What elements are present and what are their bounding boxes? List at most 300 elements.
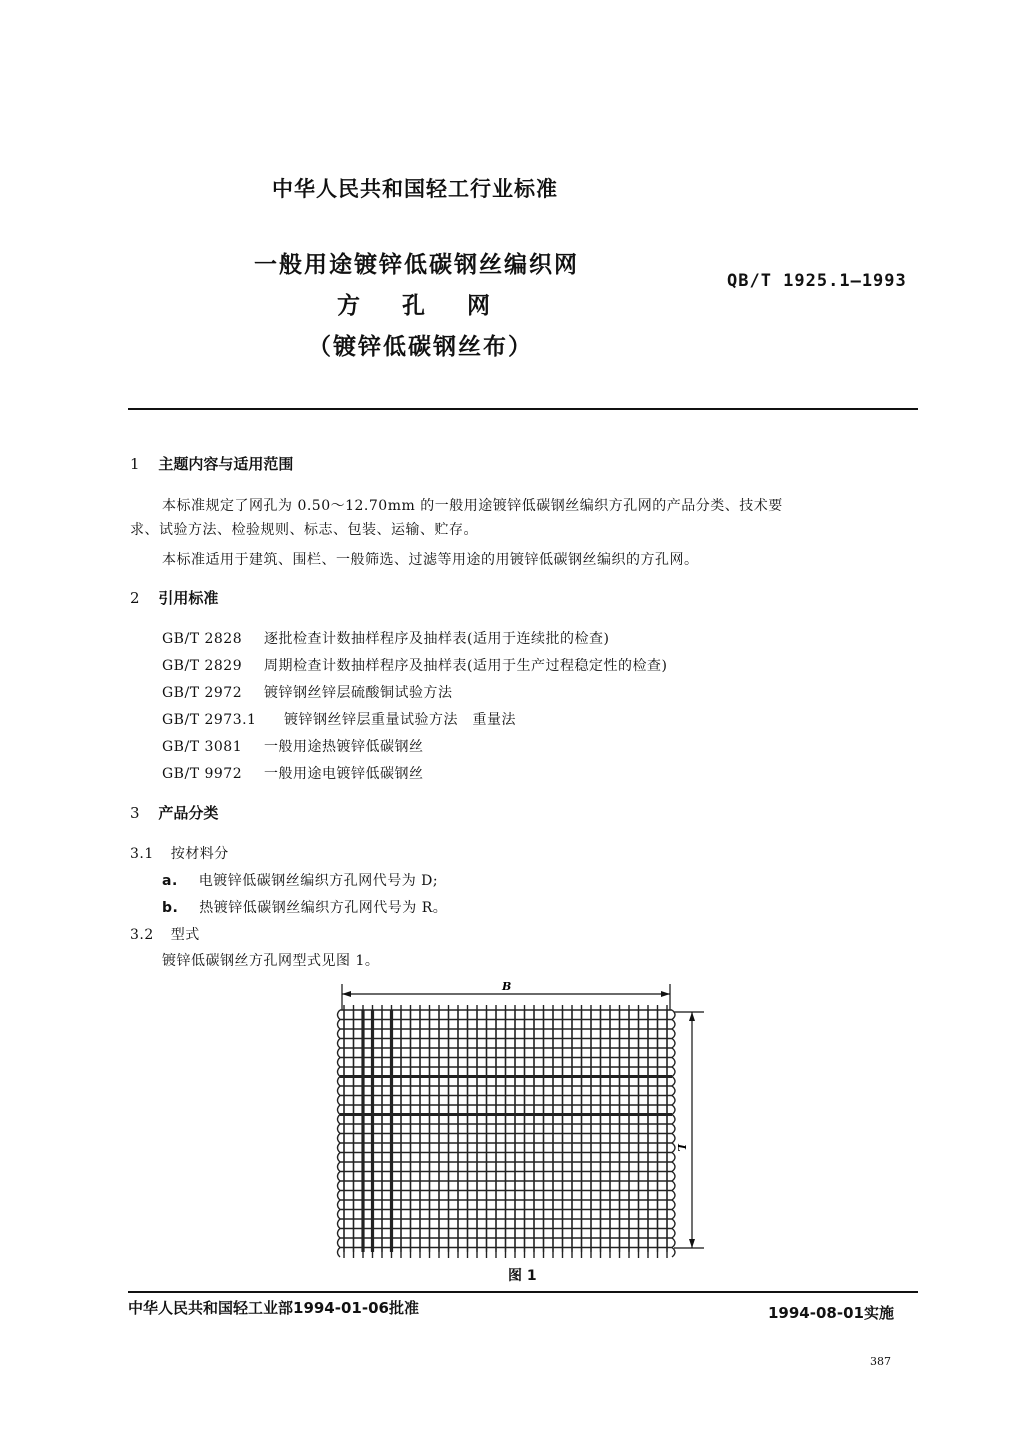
mesh-opening	[603, 1013, 607, 1017]
mesh-opening	[613, 1241, 617, 1245]
mesh-opening	[413, 1060, 417, 1064]
mesh-opening	[413, 1174, 417, 1178]
mesh-selvedge-loop	[672, 1143, 675, 1153]
mesh-opening	[556, 1127, 560, 1131]
mesh-opening	[451, 1241, 455, 1245]
mesh-opening	[518, 1041, 522, 1045]
mesh-opening	[622, 1041, 626, 1045]
mesh-opening	[546, 1136, 550, 1140]
mesh-opening	[442, 1079, 446, 1083]
mesh-opening	[527, 1222, 531, 1226]
mesh-opening	[442, 1155, 446, 1159]
mesh-opening	[565, 1241, 569, 1245]
mesh-opening	[651, 1241, 655, 1245]
mesh-opening	[404, 1013, 408, 1017]
mesh-opening	[356, 1117, 360, 1121]
mesh-selvedge-loop	[338, 1067, 341, 1077]
mesh-opening	[404, 1032, 408, 1036]
mesh-opening	[603, 1174, 607, 1178]
mesh-opening	[622, 1070, 626, 1074]
mesh-opening	[413, 1203, 417, 1207]
mesh-opening	[375, 1032, 379, 1036]
subsection-title: 型式	[170, 927, 200, 943]
mesh-opening	[489, 1212, 493, 1216]
mesh-opening	[660, 1117, 664, 1121]
mesh-opening	[366, 1231, 370, 1235]
section-2-heading	[130, 587, 218, 608]
mesh-opening	[442, 1060, 446, 1064]
mesh-opening	[527, 1022, 531, 1026]
mesh-opening	[442, 1184, 446, 1188]
mesh-opening	[556, 1184, 560, 1188]
reference-item	[162, 736, 424, 756]
mesh-selvedge-loop	[338, 1029, 341, 1039]
mesh-opening	[442, 1212, 446, 1216]
mesh-opening	[537, 1070, 541, 1074]
mesh-opening	[622, 1155, 626, 1159]
mesh-opening	[527, 1127, 531, 1131]
mesh-selvedge-loop	[338, 1191, 341, 1201]
mesh-opening	[480, 1203, 484, 1207]
section-1-para1-line1: 本标准规定了网孔为 0.50～12.70mm 的一般用途镀锌低碳钢丝编织方孔网的产品分类、技术要	[162, 498, 783, 514]
mesh-opening	[575, 1165, 579, 1169]
mesh-selvedge-loop	[672, 1219, 675, 1229]
mesh-selvedge-loop	[672, 1238, 675, 1248]
mesh-opening	[594, 1022, 598, 1026]
mesh-opening	[537, 1079, 541, 1083]
mesh-opening	[641, 1184, 645, 1188]
mesh-opening	[385, 1184, 389, 1188]
mesh-opening	[575, 1193, 579, 1197]
mesh-opening	[432, 1222, 436, 1226]
mesh-opening	[518, 1117, 522, 1121]
mesh-opening	[413, 1051, 417, 1055]
mesh-opening	[489, 1184, 493, 1188]
mesh-opening	[375, 1193, 379, 1197]
mesh-opening	[470, 1060, 474, 1064]
mesh-opening	[632, 1231, 636, 1235]
mesh-opening	[565, 1108, 569, 1112]
mesh-opening	[603, 1098, 607, 1102]
mesh-opening	[489, 1127, 493, 1131]
mesh-opening	[489, 1203, 493, 1207]
mesh-opening	[432, 1184, 436, 1188]
mesh-opening	[413, 1136, 417, 1140]
mesh-opening	[394, 1155, 398, 1159]
mesh-selvedge-loop	[338, 1219, 341, 1229]
mesh-opening	[518, 1155, 522, 1159]
mesh-opening	[413, 1165, 417, 1169]
mesh-opening	[594, 1013, 598, 1017]
mesh-opening	[546, 1222, 550, 1226]
mesh-opening	[527, 1155, 531, 1159]
mesh-opening	[632, 1089, 636, 1093]
mesh-opening	[356, 1079, 360, 1083]
mesh-opening	[660, 1222, 664, 1226]
mesh-opening	[451, 1193, 455, 1197]
mesh-opening	[527, 1193, 531, 1197]
mesh-opening	[347, 1146, 351, 1150]
section-title: 主题内容与适用范围	[158, 455, 294, 473]
mesh-opening	[413, 1127, 417, 1131]
mesh-opening	[584, 1136, 588, 1140]
mesh-opening	[527, 1231, 531, 1235]
mesh-opening	[404, 1241, 408, 1245]
mesh-opening	[432, 1070, 436, 1074]
mesh-opening	[489, 1136, 493, 1140]
mesh-opening	[594, 1089, 598, 1093]
subsection-number: 3.1	[130, 846, 154, 862]
mesh-opening	[537, 1013, 541, 1017]
mesh-opening	[394, 1231, 398, 1235]
mesh-opening	[537, 1117, 541, 1121]
mesh-opening	[432, 1203, 436, 1207]
mesh-opening	[641, 1051, 645, 1055]
mesh-opening	[366, 1108, 370, 1112]
reference-code: GB/T 2828	[162, 631, 243, 647]
mesh-opening	[546, 1174, 550, 1178]
arrow-head	[689, 1239, 695, 1248]
mesh-opening	[442, 1108, 446, 1112]
mesh-opening	[394, 1051, 398, 1055]
mesh-opening	[594, 1203, 598, 1207]
mesh-opening	[404, 1174, 408, 1178]
mesh-opening	[413, 1184, 417, 1188]
mesh-opening	[385, 1241, 389, 1245]
mesh-opening	[518, 1108, 522, 1112]
mesh-opening	[575, 1041, 579, 1045]
mesh-opening	[394, 1136, 398, 1140]
mesh-opening	[470, 1013, 474, 1017]
mesh-opening	[499, 1060, 503, 1064]
mesh-opening	[584, 1013, 588, 1017]
mesh-opening	[470, 1136, 474, 1140]
mesh-opening	[489, 1117, 493, 1121]
mesh-opening	[413, 1098, 417, 1102]
mesh-opening	[575, 1013, 579, 1017]
mesh-opening	[423, 1079, 427, 1083]
mesh-opening	[508, 1041, 512, 1045]
mesh-selvedge-loop	[338, 1010, 341, 1020]
mesh-opening	[518, 1051, 522, 1055]
mesh-opening	[470, 1203, 474, 1207]
mesh-selvedge-loop	[672, 1029, 675, 1039]
mesh-opening	[537, 1174, 541, 1178]
mesh-opening	[537, 1231, 541, 1235]
mesh-opening	[594, 1174, 598, 1178]
mesh-opening	[546, 1079, 550, 1083]
mesh-opening	[413, 1032, 417, 1036]
mesh-opening	[423, 1032, 427, 1036]
mesh-opening	[660, 1174, 664, 1178]
mesh-opening	[375, 1070, 379, 1074]
mesh-opening	[575, 1241, 579, 1245]
mesh-selvedge-loop	[338, 1162, 341, 1172]
mesh-opening	[480, 1231, 484, 1235]
mesh-opening	[575, 1070, 579, 1074]
mesh-selvedge-loop	[338, 1124, 341, 1134]
mesh-selvedge-loop	[338, 1200, 341, 1210]
mesh-opening	[451, 1184, 455, 1188]
mesh-opening	[375, 1212, 379, 1216]
mesh-opening	[565, 1193, 569, 1197]
mesh-opening	[394, 1212, 398, 1216]
mesh-opening	[432, 1117, 436, 1121]
mesh-opening	[423, 1212, 427, 1216]
mesh-opening	[499, 1079, 503, 1083]
mesh-opening	[394, 1022, 398, 1026]
mesh-opening	[641, 1231, 645, 1235]
mesh-opening	[423, 1060, 427, 1064]
mesh-opening	[594, 1051, 598, 1055]
mesh-opening	[660, 1184, 664, 1188]
mesh-opening	[641, 1222, 645, 1226]
mesh-opening	[508, 1222, 512, 1226]
mesh-selvedge-loop	[338, 1143, 341, 1153]
mesh-opening	[347, 1070, 351, 1074]
mesh-opening	[356, 1222, 360, 1226]
mesh-opening	[451, 1127, 455, 1131]
mesh-opening	[556, 1070, 560, 1074]
mesh-opening	[651, 1032, 655, 1036]
mesh-opening	[641, 1174, 645, 1178]
mesh-opening	[613, 1193, 617, 1197]
mesh-opening	[451, 1089, 455, 1093]
mesh-opening	[356, 1146, 360, 1150]
mesh-opening	[347, 1231, 351, 1235]
mesh-opening	[546, 1203, 550, 1207]
mesh-opening	[660, 1051, 664, 1055]
mesh-opening	[480, 1032, 484, 1036]
figure-caption: 图 1	[508, 1268, 537, 1284]
mesh-opening	[385, 1193, 389, 1197]
reference-code: GB/T 3081	[162, 739, 243, 755]
reference-item	[162, 763, 424, 783]
mesh-opening	[347, 1193, 351, 1197]
subsection-3-2-heading	[130, 924, 200, 944]
mesh-opening	[385, 1013, 389, 1017]
mesh-opening	[480, 1222, 484, 1226]
subsection-3-2-para: 镀锌低碳钢丝方孔网型式见图 1。	[162, 953, 380, 969]
mesh-opening	[632, 1032, 636, 1036]
mesh-opening	[366, 1051, 370, 1055]
mesh-opening	[518, 1098, 522, 1102]
mesh-opening	[613, 1212, 617, 1216]
mesh-opening	[565, 1079, 569, 1083]
mesh-selvedge-loop	[672, 1153, 675, 1163]
figure-square-mesh	[332, 980, 712, 1262]
mesh-opening	[537, 1203, 541, 1207]
mesh-opening	[565, 1117, 569, 1121]
mesh-opening	[556, 1079, 560, 1083]
subsection-number: 3.2	[130, 927, 154, 943]
mesh-opening	[356, 1089, 360, 1093]
mesh-opening	[442, 1231, 446, 1235]
mesh-opening	[366, 1165, 370, 1169]
mesh-opening	[660, 1231, 664, 1235]
mesh-opening	[556, 1108, 560, 1112]
mesh-opening	[594, 1117, 598, 1121]
mesh-opening	[432, 1241, 436, 1245]
mesh-opening	[442, 1117, 446, 1121]
mesh-opening	[394, 1089, 398, 1093]
mesh-opening	[499, 1041, 503, 1045]
mesh-opening	[556, 1222, 560, 1226]
mesh-opening	[594, 1193, 598, 1197]
mesh-opening	[356, 1098, 360, 1102]
mesh-opening	[632, 1013, 636, 1017]
mesh-opening	[565, 1022, 569, 1026]
mesh-opening	[394, 1174, 398, 1178]
mesh-pattern	[338, 1005, 676, 1258]
mesh-opening	[651, 1117, 655, 1121]
mesh-opening	[594, 1136, 598, 1140]
mesh-opening	[394, 1032, 398, 1036]
mesh-opening	[470, 1032, 474, 1036]
mesh-opening	[556, 1231, 560, 1235]
mesh-opening	[404, 1051, 408, 1055]
mesh-opening	[584, 1165, 588, 1169]
reference-title: 一般用途热镀锌低碳钢丝	[264, 739, 424, 755]
mesh-opening	[518, 1089, 522, 1093]
mesh-opening	[651, 1089, 655, 1093]
mesh-opening	[584, 1146, 588, 1150]
mesh-opening	[385, 1041, 389, 1045]
mesh-opening	[527, 1013, 531, 1017]
mesh-opening	[489, 1070, 493, 1074]
mesh-opening	[575, 1212, 579, 1216]
mesh-opening	[584, 1032, 588, 1036]
mesh-opening	[423, 1117, 427, 1121]
mesh-opening	[404, 1165, 408, 1169]
mesh-opening	[518, 1212, 522, 1216]
mesh-opening	[632, 1108, 636, 1112]
mesh-opening	[394, 1127, 398, 1131]
mesh-opening	[366, 1117, 370, 1121]
mesh-opening	[385, 1212, 389, 1216]
mesh-opening	[622, 1051, 626, 1055]
mesh-selvedge-loop	[672, 1181, 675, 1191]
mesh-opening	[622, 1079, 626, 1083]
mesh-opening	[442, 1174, 446, 1178]
mesh-opening	[613, 1032, 617, 1036]
mesh-opening	[499, 1070, 503, 1074]
mesh-opening	[508, 1032, 512, 1036]
mesh-selvedge-loop	[338, 1077, 341, 1087]
mesh-opening	[613, 1079, 617, 1083]
mesh-opening	[632, 1051, 636, 1055]
mesh-opening	[347, 1203, 351, 1207]
mesh-opening	[347, 1174, 351, 1178]
mesh-opening	[470, 1022, 474, 1026]
mesh-opening	[622, 1174, 626, 1178]
mesh-opening	[537, 1241, 541, 1245]
mesh-opening	[575, 1203, 579, 1207]
mesh-opening	[499, 1108, 503, 1112]
mesh-opening	[366, 1136, 370, 1140]
mesh-opening	[660, 1079, 664, 1083]
mesh-opening	[546, 1022, 550, 1026]
mesh-opening	[461, 1041, 465, 1045]
mesh-opening	[375, 1155, 379, 1159]
mesh-opening	[385, 1032, 389, 1036]
mesh-opening	[404, 1203, 408, 1207]
mesh-opening	[584, 1127, 588, 1131]
mesh-opening	[603, 1079, 607, 1083]
mesh-opening	[527, 1174, 531, 1178]
mesh-opening	[508, 1241, 512, 1245]
mesh-opening	[575, 1222, 579, 1226]
mesh-opening	[527, 1212, 531, 1216]
list-item-text: 热镀锌低碳钢丝编织方孔网代号为 R。	[199, 900, 448, 916]
mesh-opening	[584, 1098, 588, 1102]
mesh-opening	[442, 1089, 446, 1093]
mesh-opening	[594, 1165, 598, 1169]
mesh-opening	[451, 1060, 455, 1064]
mesh-opening	[651, 1013, 655, 1017]
mesh-opening	[385, 1108, 389, 1112]
mesh-opening	[432, 1098, 436, 1102]
mesh-opening	[442, 1165, 446, 1169]
mesh-opening	[565, 1222, 569, 1226]
mesh-opening	[375, 1231, 379, 1235]
mesh-opening	[451, 1203, 455, 1207]
mesh-opening	[622, 1127, 626, 1131]
section-number: 1	[130, 455, 140, 473]
mesh-selvedge-loop	[338, 1058, 341, 1068]
mesh-opening	[641, 1146, 645, 1150]
mesh-opening	[375, 1051, 379, 1055]
mesh-opening	[499, 1212, 503, 1216]
mesh-selvedge-loop	[338, 1153, 341, 1163]
mesh-opening	[651, 1127, 655, 1131]
mesh-opening	[404, 1184, 408, 1188]
mesh-opening	[603, 1193, 607, 1197]
mesh-opening	[356, 1241, 360, 1245]
mesh-opening	[394, 1193, 398, 1197]
mesh-opening	[527, 1060, 531, 1064]
mesh-opening	[404, 1079, 408, 1083]
mesh-opening	[404, 1070, 408, 1074]
mesh-opening	[480, 1070, 484, 1074]
mesh-opening	[347, 1117, 351, 1121]
mesh-opening	[451, 1212, 455, 1216]
mesh-opening	[499, 1098, 503, 1102]
mesh-opening	[508, 1127, 512, 1131]
mesh-opening	[632, 1136, 636, 1140]
mesh-opening	[394, 1108, 398, 1112]
list-item	[162, 870, 438, 890]
mesh-opening	[603, 1089, 607, 1093]
mesh-opening	[451, 1174, 455, 1178]
mesh-opening	[584, 1089, 588, 1093]
mesh-opening	[375, 1241, 379, 1245]
mesh-opening	[508, 1155, 512, 1159]
mesh-opening	[432, 1051, 436, 1055]
mesh-opening	[366, 1060, 370, 1064]
mesh-opening	[594, 1212, 598, 1216]
mesh-opening	[651, 1146, 655, 1150]
mesh-opening	[366, 1155, 370, 1159]
mesh-opening	[660, 1089, 664, 1093]
mesh-opening	[632, 1174, 636, 1178]
mesh-opening	[499, 1022, 503, 1026]
mesh-opening	[432, 1174, 436, 1178]
mesh-opening	[499, 1184, 503, 1188]
mesh-opening	[442, 1193, 446, 1197]
mesh-opening	[347, 1013, 351, 1017]
mesh-opening	[385, 1079, 389, 1083]
